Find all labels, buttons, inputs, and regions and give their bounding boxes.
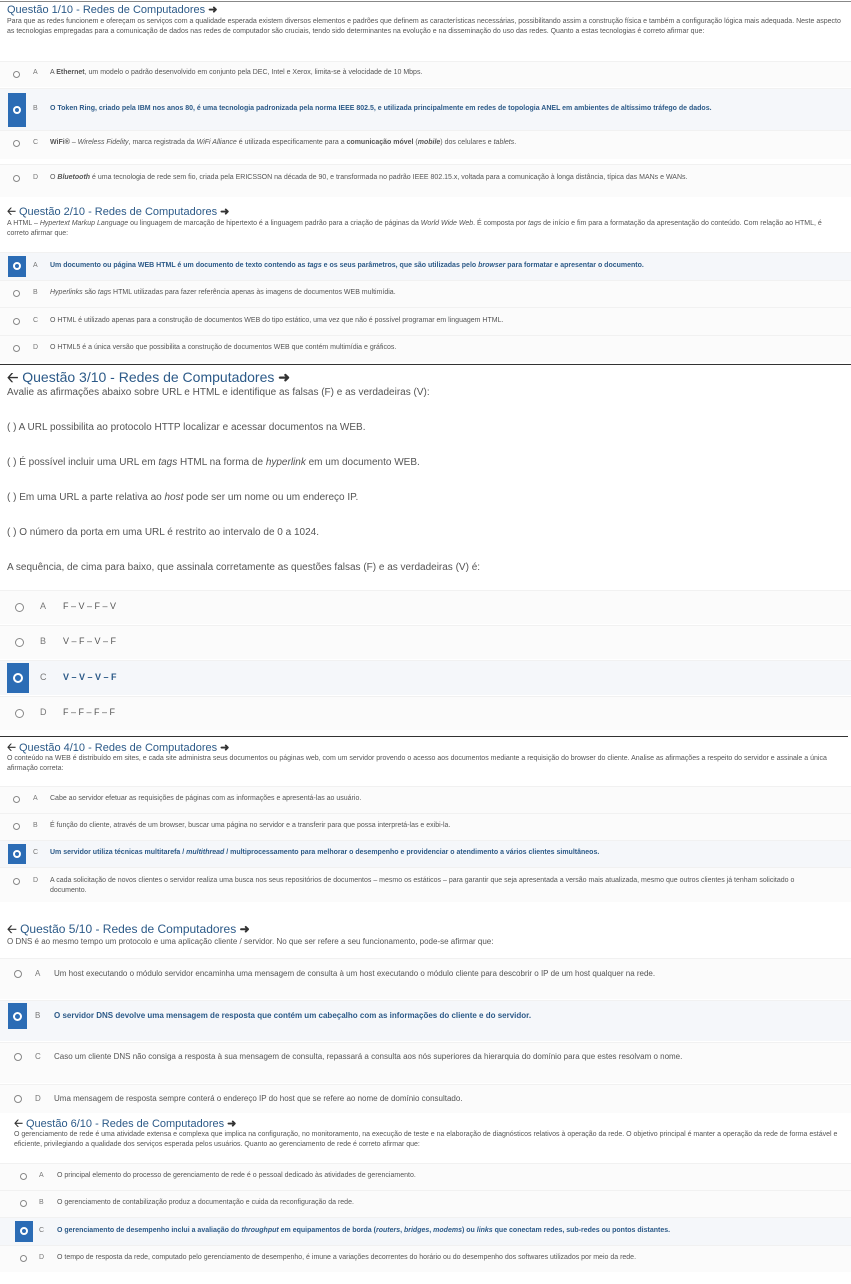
option-letter: A bbox=[35, 969, 41, 978]
option-text: O servidor DNS devolve uma mensagem de resposta que contém um cabeçalho com as informações do cliente e do servidor. bbox=[54, 1011, 532, 1020]
q5-option-a[interactable] bbox=[0, 958, 851, 999]
option-text: O Token Ring, criado pela IBM nos anos 80, é uma tecnologia padronizada pela norma IEEE 802.5, e utilizada principalmente em redes de topologia ANEL em ambientes de altíssimo tráfego de dados. bbox=[50, 105, 712, 112]
option-letter: A bbox=[33, 69, 38, 76]
option-letter: B bbox=[35, 1011, 41, 1020]
radio-icon[interactable] bbox=[15, 603, 24, 612]
arrow-right-icon[interactable]: ➜ bbox=[220, 206, 230, 218]
option-text: Caso um cliente DNS não consiga a resposta à sua mensagem de consulta, repassará a consulta aos nós superiores da hierarquia do domínio para que estes resolvam o nome. bbox=[54, 1052, 683, 1061]
q6-option-a[interactable] bbox=[0, 1163, 851, 1190]
q2-option-c[interactable] bbox=[0, 307, 851, 335]
selected-marker bbox=[8, 844, 26, 864]
option-text: V – F – V – F bbox=[63, 636, 117, 646]
option-text: Uma mensagem de resposta sempre conterá o endereço IP do host que se refere ao nome de domínio consultado. bbox=[54, 1094, 463, 1103]
radio-icon[interactable] bbox=[13, 106, 21, 114]
radio-icon[interactable] bbox=[14, 1095, 22, 1103]
option-letter: D bbox=[33, 344, 39, 351]
q2-option-d[interactable] bbox=[0, 335, 851, 362]
option-letter: A bbox=[40, 601, 47, 611]
radio-icon[interactable] bbox=[13, 345, 20, 352]
selected-marker bbox=[15, 1221, 33, 1242]
option-text: A cada solicitação de novos clientes o servidor realiza uma busca nos seus repositórios de documentos – mesmo os estáticos – para garantir que seja apresentada a versão mais atualizada, mesmo que outros clientes já tenham solicitado o documento. bbox=[50, 877, 795, 894]
q6-option-b[interactable] bbox=[0, 1190, 851, 1217]
top-separator bbox=[0, 1, 851, 2]
section-separator bbox=[0, 364, 851, 365]
statement-4: ( ) O número da porta em uma URL é restrito ao intervalo de 0 a 1024. bbox=[7, 527, 320, 538]
option-text: Cabe ao servidor efetuar as requisições de páginas com as informações e apresentá-las ao usuário. bbox=[50, 795, 362, 802]
radio-icon[interactable] bbox=[13, 673, 23, 683]
arrow-left-icon[interactable]: 🡠 bbox=[7, 742, 16, 754]
radio-icon[interactable] bbox=[13, 290, 20, 297]
option-letter: D bbox=[33, 877, 39, 884]
option-text: O tempo de resposta da rede, computado pelo gerenciamento de desempenho, é imune a variações decorrentes do horário ou do desempenho dos softwares utilizados por meio da rede. bbox=[57, 1254, 637, 1261]
radio-icon[interactable] bbox=[13, 796, 20, 803]
section-separator bbox=[0, 736, 848, 737]
q5-option-b[interactable] bbox=[0, 1000, 851, 1041]
option-text: A Ethernet, um modelo o padrão desenvolvido em conjunto pela DEC, Intel e Xerox, limita-se à velocidade de 10 Mbps. bbox=[50, 69, 423, 76]
radio-icon[interactable] bbox=[13, 140, 20, 147]
question-1-text: Para que as redes funcionem e ofereçam os serviços com a qualidade esperada existem diversos elementos e padrões que definem as características necessárias, possibilitando assim a construção física e também a configuração lógica mais adequada. Neste aspecto as tecnologias empregadas para a comunicação de dados nas redes de computador são cruciais, tendo sido determinantes na evolução e na disseminação do uso das redes. Quanto a estas tecnologias é correto afirmar que: bbox=[7, 18, 841, 35]
question-2-text: A HTML – Hypertext Markup Language ou linguagem de marcação de hipertexto é a linguagem padrão para a criação de páginas da World Wide Web. É composta por tags de início e fim para a formatação da apresentação do conteúdo. Com relação ao HTML, é correto afirmar que: bbox=[7, 220, 822, 237]
radio-icon[interactable] bbox=[13, 878, 20, 885]
q5-option-d[interactable] bbox=[0, 1084, 851, 1113]
arrow-left-icon[interactable]: 🡠 bbox=[7, 206, 16, 218]
radio-icon[interactable] bbox=[13, 850, 21, 858]
question-title-text: Questão 1/10 - Redes de Computadores bbox=[7, 4, 206, 16]
q6-option-d[interactable] bbox=[0, 1245, 851, 1272]
q3-option-b[interactable] bbox=[0, 625, 851, 659]
radio-icon[interactable] bbox=[14, 1053, 22, 1061]
option-letter: C bbox=[33, 139, 39, 146]
arrow-left-icon[interactable]: 🡠 bbox=[7, 922, 17, 936]
question-title-text: Questão 5/10 - Redes de Computadores bbox=[20, 922, 237, 936]
option-letter: B bbox=[33, 289, 38, 296]
q1-option-b[interactable] bbox=[0, 88, 851, 130]
option-letter: B bbox=[39, 1199, 44, 1206]
option-text: Hyperlinks são tags HTML utilizadas para fazer referência apenas às imagens de documentos WEB multimídia. bbox=[50, 289, 396, 296]
option-letter: D bbox=[33, 174, 39, 181]
option-text: O Bluetooth é uma tecnologia de rede sem fio, criada pela ERICSSON na década de 90, e transformada no padrão IEEE 802.15.x, voltada para a comunicação à longa distância, típica das MANs e WANs. bbox=[50, 174, 688, 181]
q1-option-d[interactable] bbox=[0, 164, 851, 197]
q3-option-a[interactable] bbox=[0, 590, 851, 624]
question-3-closing: A sequência, de cima para baixo, que assinala corretamente as questões falsas (F) e as verdadeiras (V) é: bbox=[7, 562, 481, 573]
q4-option-c[interactable] bbox=[0, 840, 851, 867]
option-letter: B bbox=[40, 636, 47, 646]
radio-icon[interactable] bbox=[20, 1200, 27, 1207]
q4-option-a[interactable] bbox=[0, 786, 851, 813]
question-6-text: O gerenciamento de rede é uma atividade extensa e complexa que implica na configuração, no monitoramento, na execução de teste e na elaboração de diagnósticos relativos à operação da rede. O objetivo principal é manter a operação da rede de forma estável e eficiente, privilegiando a qualidade dos serviços esperada pelos usuários. Quanto ao gerenciamento de rede é correto afirmar que: bbox=[14, 1131, 838, 1148]
option-letter: A bbox=[33, 262, 38, 269]
selected-marker bbox=[8, 93, 26, 127]
radio-icon[interactable] bbox=[15, 709, 24, 718]
radio-icon[interactable] bbox=[14, 970, 22, 978]
option-letter: D bbox=[39, 1254, 45, 1261]
radio-icon[interactable] bbox=[20, 1255, 27, 1262]
option-text: O gerenciamento de desempenho inclui a avaliação do throughput em equipamentos de borda (routers, bridges, modems) ou links que conectam redes, sub-redes ou pontos distantes. bbox=[57, 1227, 671, 1234]
radio-icon[interactable] bbox=[13, 1012, 22, 1021]
q5-option-c[interactable] bbox=[0, 1042, 851, 1083]
option-letter: C bbox=[35, 1052, 41, 1061]
q3-option-d[interactable] bbox=[0, 696, 851, 730]
selected-marker bbox=[8, 256, 26, 277]
option-text: Um servidor utiliza técnicas multitarefa / multithread / multiprocessamento para melhorar o desempenho e providenciar o atendimento a vários clientes simultâneos. bbox=[50, 849, 600, 856]
radio-icon[interactable] bbox=[13, 262, 21, 270]
q4-option-b[interactable] bbox=[0, 813, 851, 840]
question-3-text: Avalie as afirmações abaixo sobre URL e HTML e identifique as falsas (F) e as verdadeiras (V): bbox=[7, 387, 430, 398]
option-text: WiFi® – Wireless Fidelity, marca registrada da WiFi Alliance é utilizada especificamente para a comunicação móvel (mobile) dos celulares e tablets. bbox=[50, 139, 517, 146]
statement-2: ( ) É possível incluir uma URL em tags HTML na forma de hyperlink em um documento WEB. bbox=[7, 457, 420, 468]
question-title-text: Questão 6/10 - Redes de Computadores bbox=[25, 1118, 225, 1130]
option-letter: C bbox=[33, 317, 39, 324]
statement-3: ( ) Em uma URL a parte relativa ao host pode ser um nome ou um endereço IP. bbox=[7, 492, 359, 503]
option-text: O HTML5 é a única versão que possibilita a construção de documentos WEB que contém multimídia e gráficos. bbox=[50, 344, 397, 351]
option-letter: C bbox=[40, 672, 47, 682]
option-letter: A bbox=[39, 1172, 44, 1179]
arrow-right-icon[interactable]: ➜ bbox=[278, 369, 291, 385]
option-letter: C bbox=[39, 1227, 45, 1234]
question-title-text: Questão 4/10 - Redes de Computadores bbox=[18, 742, 218, 754]
arrow-right-icon[interactable]: ➜ bbox=[220, 742, 230, 754]
selected-marker bbox=[7, 663, 29, 693]
arrow-left-icon[interactable]: 🡠 bbox=[14, 1118, 23, 1130]
radio-icon[interactable] bbox=[20, 1227, 28, 1235]
option-text: F – V – F – V bbox=[63, 601, 117, 611]
option-text: É função do cliente, através de um browser, buscar uma página no servidor e a transferir para que possa interpretá-las e exibi-la. bbox=[50, 822, 451, 829]
option-text: O principal elemento do processo de gerenciamento de rede é o pessoal dedicado às atividades de gerenciamento. bbox=[57, 1172, 416, 1179]
q2-option-b[interactable] bbox=[0, 280, 851, 307]
arrow-left-icon[interactable]: 🡠 bbox=[7, 369, 19, 385]
radio-icon[interactable] bbox=[15, 638, 24, 647]
q4-option-d[interactable] bbox=[0, 867, 851, 902]
q1-option-a[interactable] bbox=[0, 61, 851, 87]
option-text: Um documento ou página WEB HTML é um documento de texto contendo as tags e os seus parâmetros, que são utilizadas pelo browser para formatar e apresentar o documento. bbox=[50, 262, 644, 269]
option-letter: B bbox=[33, 822, 38, 829]
option-text: O HTML é utilizado apenas para a construção de documentos WEB do tipo estático, uma vez que não é possível programar em linguagem HTML. bbox=[50, 317, 504, 324]
radio-icon[interactable] bbox=[13, 71, 20, 78]
option-text: F – F – F – F bbox=[63, 707, 116, 717]
radio-icon[interactable] bbox=[13, 175, 20, 182]
radio-icon[interactable] bbox=[13, 318, 20, 325]
arrow-right-icon[interactable]: ➜ bbox=[227, 1118, 237, 1130]
option-letter: D bbox=[35, 1094, 41, 1103]
question-1-title bbox=[7, 3, 217, 16]
option-letter: C bbox=[33, 849, 39, 856]
arrow-right-icon[interactable]: ➜ bbox=[208, 4, 218, 16]
option-text: V – V – V – F bbox=[63, 672, 117, 682]
radio-icon[interactable] bbox=[13, 823, 20, 830]
selected-marker bbox=[8, 1003, 27, 1029]
q6-option-c[interactable] bbox=[0, 1217, 851, 1245]
q3-option-c[interactable] bbox=[0, 660, 851, 695]
question-title-text: Questão 2/10 - Redes de Computadores bbox=[18, 206, 218, 218]
arrow-right-icon[interactable]: ➜ bbox=[239, 922, 250, 936]
statement-1: ( ) A URL possibilita ao protocolo HTTP localizar e acessar documentos na WEB. bbox=[7, 422, 366, 433]
option-letter: D bbox=[40, 707, 47, 717]
question-4-text: O conteúdo na WEB é distribuído em sites, e cada site administra seus documentos ou páginas web, com um servidor provendo o acesso aos documentos mediante a requisição do browser do cliente. Analise as afirmações a respeito do servidor e assinale a única afirmação correta: bbox=[7, 755, 827, 772]
option-letter: B bbox=[33, 105, 38, 112]
option-text: Um host executando o módulo servidor encaminha uma mensagem de consulta à um host executando o módulo cliente para descobrir o IP de um host qualquer na rede. bbox=[54, 969, 656, 978]
q1-option-c[interactable] bbox=[0, 130, 851, 159]
option-letter: A bbox=[33, 795, 38, 802]
option-text: O gerenciamento de contabilização produz a documentação e cuida da reconfiguração da rede. bbox=[57, 1199, 354, 1206]
radio-icon[interactable] bbox=[20, 1173, 27, 1180]
question-title-text: Questão 3/10 - Redes de Computadores bbox=[22, 369, 275, 385]
q2-option-a[interactable] bbox=[0, 252, 851, 280]
question-5-text: O DNS é ao mesmo tempo um protocolo e uma aplicação cliente / servidor. No que ser refere a seu funcionamento, pode-se afirmar que: bbox=[7, 937, 494, 946]
